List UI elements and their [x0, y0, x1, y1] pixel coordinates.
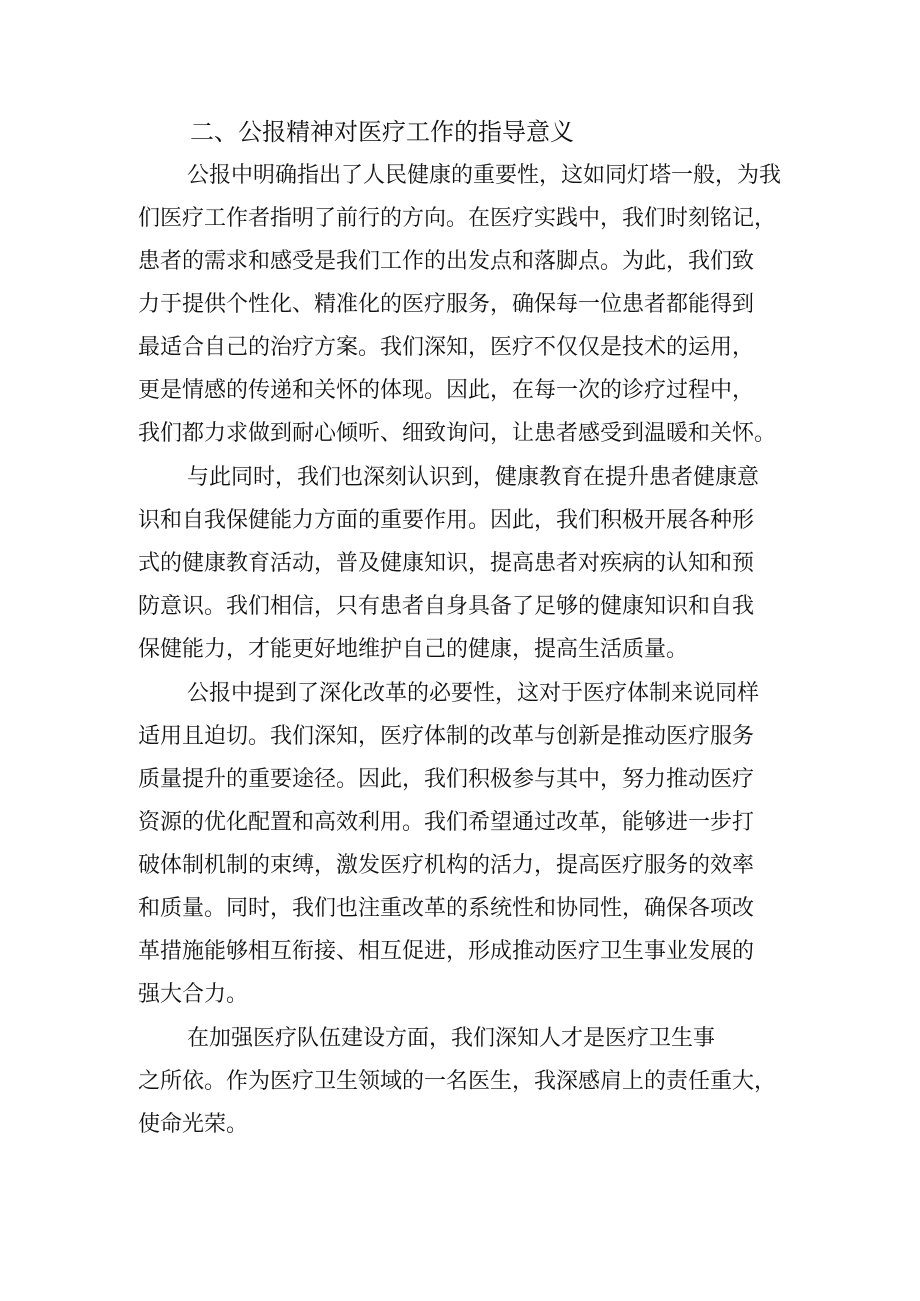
paragraph-3-line-8: 强大合力。 [138, 982, 249, 1007]
paragraph-4-line-3: 使命光荣。 [138, 1112, 249, 1137]
paragraph-3-line-6: 和质量。同时，我们也注重改革的系统性和协同性，确保各项改 [138, 896, 755, 921]
paragraph-3-line-2: 适用且迫切。我们深知，医疗体制的改革与创新是推动医疗服务 [138, 724, 755, 749]
paragraph-2-line-1: 与此同时，我们也深刻认识到，健康教育在提升患者健康意 [187, 465, 760, 490]
paragraph-3-line-4: 资源的优化配置和高效利用。我们希望通过改革，能够进一步打 [138, 810, 755, 835]
paragraph-2-line-5: 保健能力，才能更好地维护自己的健康，提高生活质量。 [138, 637, 689, 662]
paragraph-2-line-3: 式的健康教育活动，普及健康知识，提高患者对疾病的认知和预 [138, 551, 755, 576]
paragraph-3-line-3: 质量提升的重要途径。因此，我们积极参与其中，努力推动医疗 [138, 767, 755, 792]
paragraph-4-line-1: 在加强医疗队伍建设方面，我们深知人才是医疗卫生事 [187, 1026, 716, 1051]
paragraph-1-line-5: 最适合自己的治疗方案。我们深知，医疗不仅仅是技术的运用， [138, 335, 755, 360]
paragraph-3-line-1: 公报中提到了深化改革的必要性，这对于医疗体制来说同样 [187, 681, 760, 706]
paragraph-1-line-4: 力于提供个性化、精准化的医疗服务，确保每一位患者都能得到 [138, 292, 755, 317]
paragraph-1-line-7: 我们都力求做到耐心倾听、细致询问，让患者感受到温暖和关怀。 [138, 421, 777, 446]
paragraph-3-line-5: 破体制机制的束缚，激发医疗机构的活力，提高医疗服务的效率 [138, 853, 755, 878]
paragraph-2-line-2: 识和自我保健能力方面的重要作用。因此，我们积极开展各种形 [138, 508, 755, 533]
paragraph-4-line-2: 之所依。作为医疗卫生领域的一名医生，我深感肩上的责任重大， [138, 1069, 777, 1094]
paragraph-1-line-1: 公报中明确指出了人民健康的重要性，这如同灯塔一般，为我 [187, 163, 782, 188]
paragraph-1-line-6: 更是情感的传递和关怀的体现。因此，在每一次的诊疗过程中， [138, 378, 755, 403]
paragraph-2-line-4: 防意识。我们相信，只有患者自身具备了足够的健康知识和自我 [138, 594, 755, 619]
paragraph-1-line-3: 患者的需求和感受是我们工作的出发点和落脚点。为此，我们致 [138, 249, 755, 274]
paragraph-1-line-2: 们医疗工作者指明了前行的方向。在医疗实践中，我们时刻铭记， [138, 206, 777, 231]
section-heading: 二、公报精神对医疗工作的指导意义 [190, 118, 574, 146]
paragraph-3-line-7: 革措施能够相互衔接、相互促进，形成推动医疗卫生事业发展的 [138, 939, 755, 964]
